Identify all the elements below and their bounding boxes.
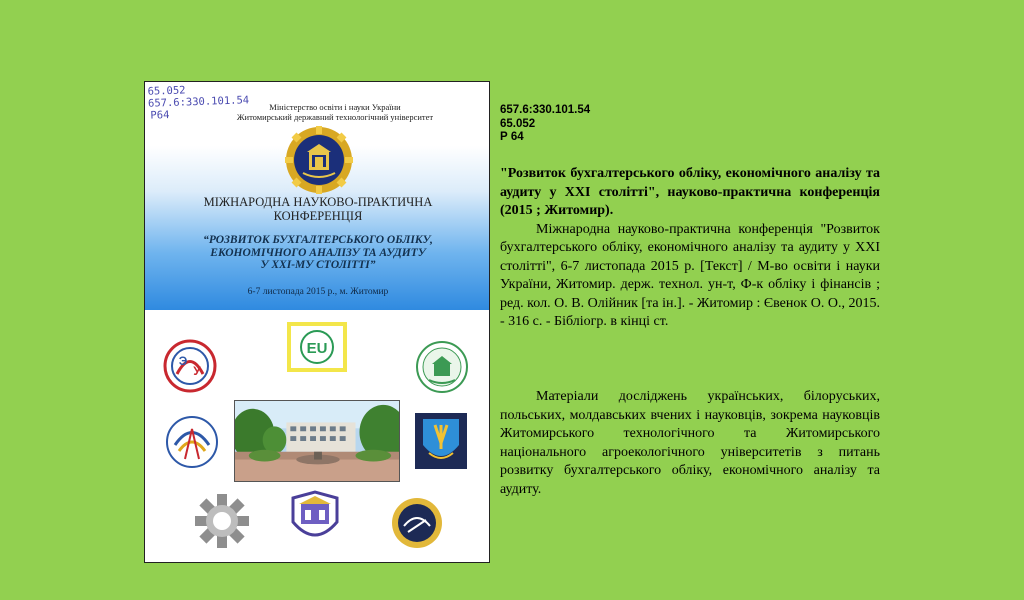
- udc-code: 657.6:330.101.54: [500, 104, 591, 116]
- record-annotation: Матеріали досліджень українських, білоруських, польських, молдавських вчених і науковців, зокрема науковців Житомирського технологічного та Житомирського національного агроекологічного університетів з питань розвитку бухгалтерського обліку, економічного аналізу та аудиту.: [500, 389, 880, 497]
- crest-shield-logo-icon: [287, 490, 343, 548]
- book-cover: [144, 81, 490, 563]
- conference-date: 6-7 листопада 2015 р., м. Житомир: [247, 287, 389, 297]
- classification-codes: [500, 104, 590, 145]
- ministry-line: Міністерство освіти і науки України: [269, 102, 401, 112]
- handwritten-code: P64: [150, 109, 170, 122]
- bbk-code: 65.052: [500, 117, 536, 130]
- conference-type: [175, 195, 461, 223]
- eu-university-logo-icon: [287, 322, 347, 372]
- author-mark: Р 64: [500, 131, 524, 143]
- conference-title: [165, 234, 471, 272]
- university-line: Житомирський державний технологічний університет: [236, 112, 434, 122]
- record-description: Міжнародна науково-практична конференція "Розвиток бухгалтерського обліку, економічного аналізу та аудиту у ХХІ столітті", 6-7 листопада 2015 р. [Текст] / М-во освіти і науки України, Житомир. держ. технол. ун-т, Ф-к обліку і фінансів ; ред. кол. О. В. Олійник [та ін.]. - Житомир : Євенок О. О., 2015. - 316 с. - Бібліогр. в кінці ст.: [500, 221, 880, 329]
- university-logo-icon: [165, 415, 219, 469]
- eu-logo-text: EU: [306, 340, 328, 357]
- economics-society-logo-icon: [163, 339, 217, 393]
- ministry-header: [205, 102, 465, 122]
- conference-title-line: У ХХІ-МУ СТОЛІТТІ”: [260, 259, 376, 271]
- record-title: "Розвиток бухгалтерського обліку, економічного аналізу та аудиту у ХХІ столітті", науково-практична конференція (2015 ; Житомир).: [500, 166, 880, 218]
- conference-type-line: КОНФЕРЕНЦІЯ: [273, 209, 363, 223]
- bibliographic-record: [500, 165, 880, 332]
- conference-type-line: МІЖНАРОДНА НАУКОВО-ПРАКТИЧНА: [203, 195, 433, 209]
- conference-title-line: “РОЗВИТОК БУХГАЛТЕРСЬКОГО ОБЛІКУ,: [203, 234, 433, 246]
- gear-logo-icon: [195, 494, 249, 548]
- conference-title-line: ЕКОНОМІЧНОГО АНАЛІЗУ ТА АУДИТУ: [210, 246, 426, 259]
- agroecological-university-logo-icon: [415, 340, 469, 394]
- logo-letter: Э: [178, 354, 188, 368]
- campus-photo: [234, 400, 400, 482]
- trident-shield-logo-icon: [415, 413, 467, 469]
- handwritten-code: 657.6:330.101.54: [147, 94, 250, 110]
- logo-letter: У: [193, 364, 201, 378]
- round-emblem-logo-icon: [390, 496, 444, 550]
- handwritten-code: 65.052: [147, 84, 186, 98]
- university-crest-icon: [285, 126, 353, 194]
